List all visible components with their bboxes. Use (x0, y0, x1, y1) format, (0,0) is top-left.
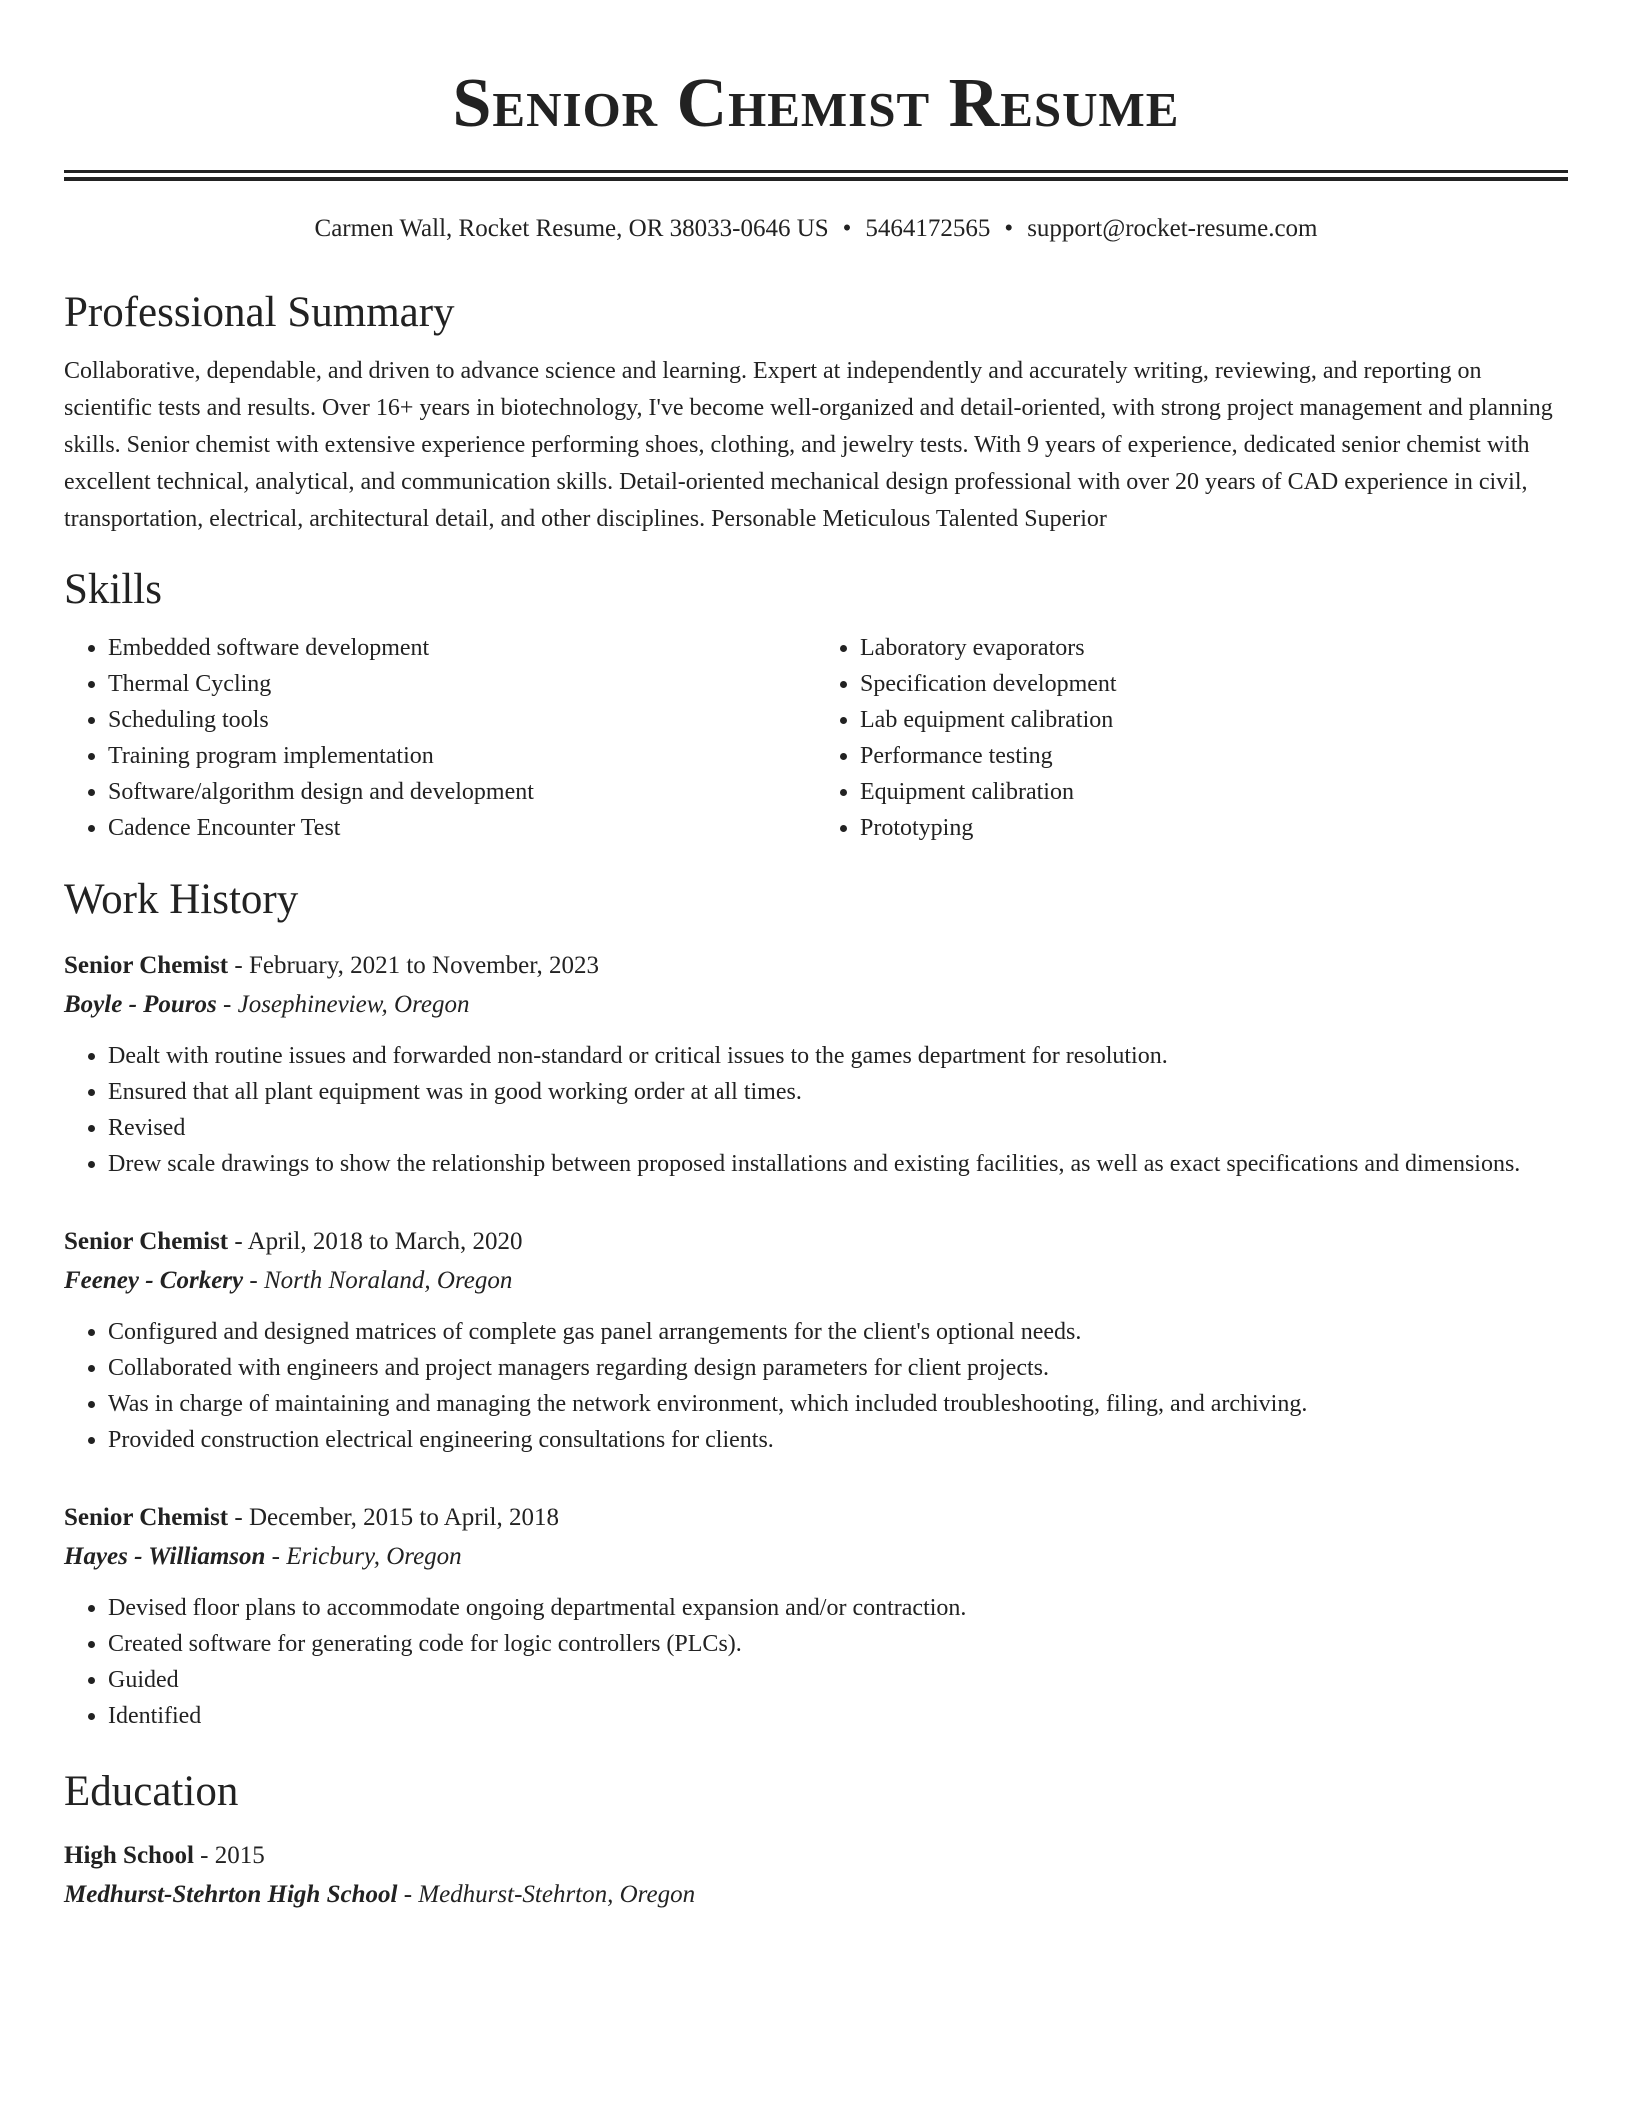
job-bullet: • Provided construction electrical engineering consultations for clients. (108, 1422, 1568, 1458)
job-dates: - February, 2021 to November, 2023 (228, 952, 600, 979)
job-title-line (64, 1498, 1568, 1538)
skills-list-right (816, 630, 1568, 846)
skill-item: • Equipment calibration (860, 774, 1568, 810)
company-line (64, 1262, 1568, 1300)
job-title: Senior Chemist (64, 952, 229, 979)
skills-columns (64, 630, 1568, 846)
company-line (64, 1538, 1568, 1576)
skill-item: • Lab equipment calibration (860, 702, 1568, 738)
job-bullet: • Devised floor plans to accommodate ongoing departmental expansion and/or contraction. (108, 1590, 1568, 1626)
job-bullet: • Collaborated with engineers and project managers regarding design parameters for client projects. (108, 1350, 1568, 1386)
job-title: Senior Chemist (64, 1504, 229, 1531)
job-bullet: • Revised (108, 1110, 1568, 1146)
contact-separator: • (842, 215, 852, 242)
company-location: - Ericbury, Oregon (265, 1543, 462, 1570)
skills-list-left (64, 630, 816, 846)
contact-address: Carmen Wall, Rocket Resume, OR 38033-0646 US (314, 215, 829, 242)
summary-heading: Professional Summary (64, 289, 455, 336)
company-name: Feeney - Corkery (64, 1267, 244, 1294)
skill-item: • Training program implementation (108, 738, 816, 774)
skill-item: • Performance testing (860, 738, 1568, 774)
summary-text: Collaborative, dependable, and driven to advance science and learning. Expert at independently and accurately writing, reviewing, and reporting on scientific tests and results. Over 16+ years in biotechnology, I've become well-organized and detail-oriented, with strong project management and planning skills. Senior chemist with extensive experience performing shoes, clothing, and jewelry tests. With 9 years of experience, dedicated senior chemist with excellent technical, analytical, and communication skills. Detail-oriented mechanical design professional with over 20 years of CAD experience in civil, transportation, electrical, architectural detail, and other disciplines. Personable Meticulous Talented Superior (64, 358, 1553, 532)
job-title-line (64, 1222, 1568, 1262)
company-line (64, 986, 1568, 1024)
job-dates: - December, 2015 to April, 2018 (228, 1504, 559, 1531)
degree-line (64, 1836, 1568, 1876)
job-bullet: • Created software for generating code for logic controllers (PLCs). (108, 1626, 1568, 1662)
work-history-heading: Work History (64, 876, 299, 923)
job-bullet: • Dealt with routine issues and forwarded non-standard or critical issues to the games department for resolution. (108, 1038, 1568, 1074)
job-dates: - April, 2018 to March, 2020 (228, 1228, 523, 1255)
skills-heading: Skills (64, 566, 162, 613)
skill-item: • Thermal Cycling (108, 666, 816, 702)
company-name: Hayes - Williamson (64, 1543, 266, 1570)
school-name: Medhurst-Stehrton High School (64, 1881, 398, 1908)
education-entry (64, 1836, 1568, 1914)
job-bullets (64, 1314, 1568, 1458)
job-entry (64, 1222, 1568, 1458)
job-bullet: • Was in charge of maintaining and managing the network environment, which included troubleshooting, filing, and archiving. (108, 1386, 1568, 1422)
job-entry (64, 1498, 1568, 1734)
job-entry (64, 946, 1568, 1182)
education-heading: Education (64, 1768, 239, 1815)
job-bullet: • Configured and designed matrices of complete gas panel arrangements for the client's optional needs. (108, 1314, 1568, 1350)
job-bullets (64, 1590, 1568, 1734)
graduation-year: - 2015 (193, 1842, 265, 1869)
company-location: - North Noraland, Oregon (243, 1267, 513, 1294)
job-bullet: • Identified (108, 1698, 1568, 1734)
contact-line (64, 209, 1568, 249)
skill-item: • Cadence Encounter Test (108, 810, 816, 846)
skill-item: • Embedded software development (108, 630, 816, 666)
company-location: - Josephineview, Oregon (216, 991, 470, 1018)
contact-separator: • (1004, 215, 1014, 242)
page-title: Senior Chemist Resume (452, 65, 1180, 142)
company-name: Boyle - Pouros (64, 991, 217, 1018)
job-bullets (64, 1038, 1568, 1182)
title-divider (64, 170, 1568, 181)
contact-email: support@rocket-resume.com (1027, 215, 1318, 242)
skill-item: • Laboratory evaporators (860, 630, 1568, 666)
contact-phone: 5464172565 (865, 215, 991, 242)
degree: High School (64, 1842, 194, 1869)
school-line (64, 1876, 1568, 1914)
skill-item: • Specification development (860, 666, 1568, 702)
skill-item: • Prototyping (860, 810, 1568, 846)
school-location: - Medhurst-Stehrton, Oregon (397, 1881, 696, 1908)
skill-item: • Software/algorithm design and development (108, 774, 816, 810)
job-title-line (64, 946, 1568, 986)
job-bullet: • Drew scale drawings to show the relationship between proposed installations and existing facilities, as well as exact specifications and dimensions. (108, 1146, 1568, 1182)
job-bullet: • Guided (108, 1662, 1568, 1698)
job-bullet: • Ensured that all plant equipment was in good working order at all times. (108, 1074, 1568, 1110)
job-title: Senior Chemist (64, 1228, 229, 1255)
skill-item: • Scheduling tools (108, 702, 816, 738)
